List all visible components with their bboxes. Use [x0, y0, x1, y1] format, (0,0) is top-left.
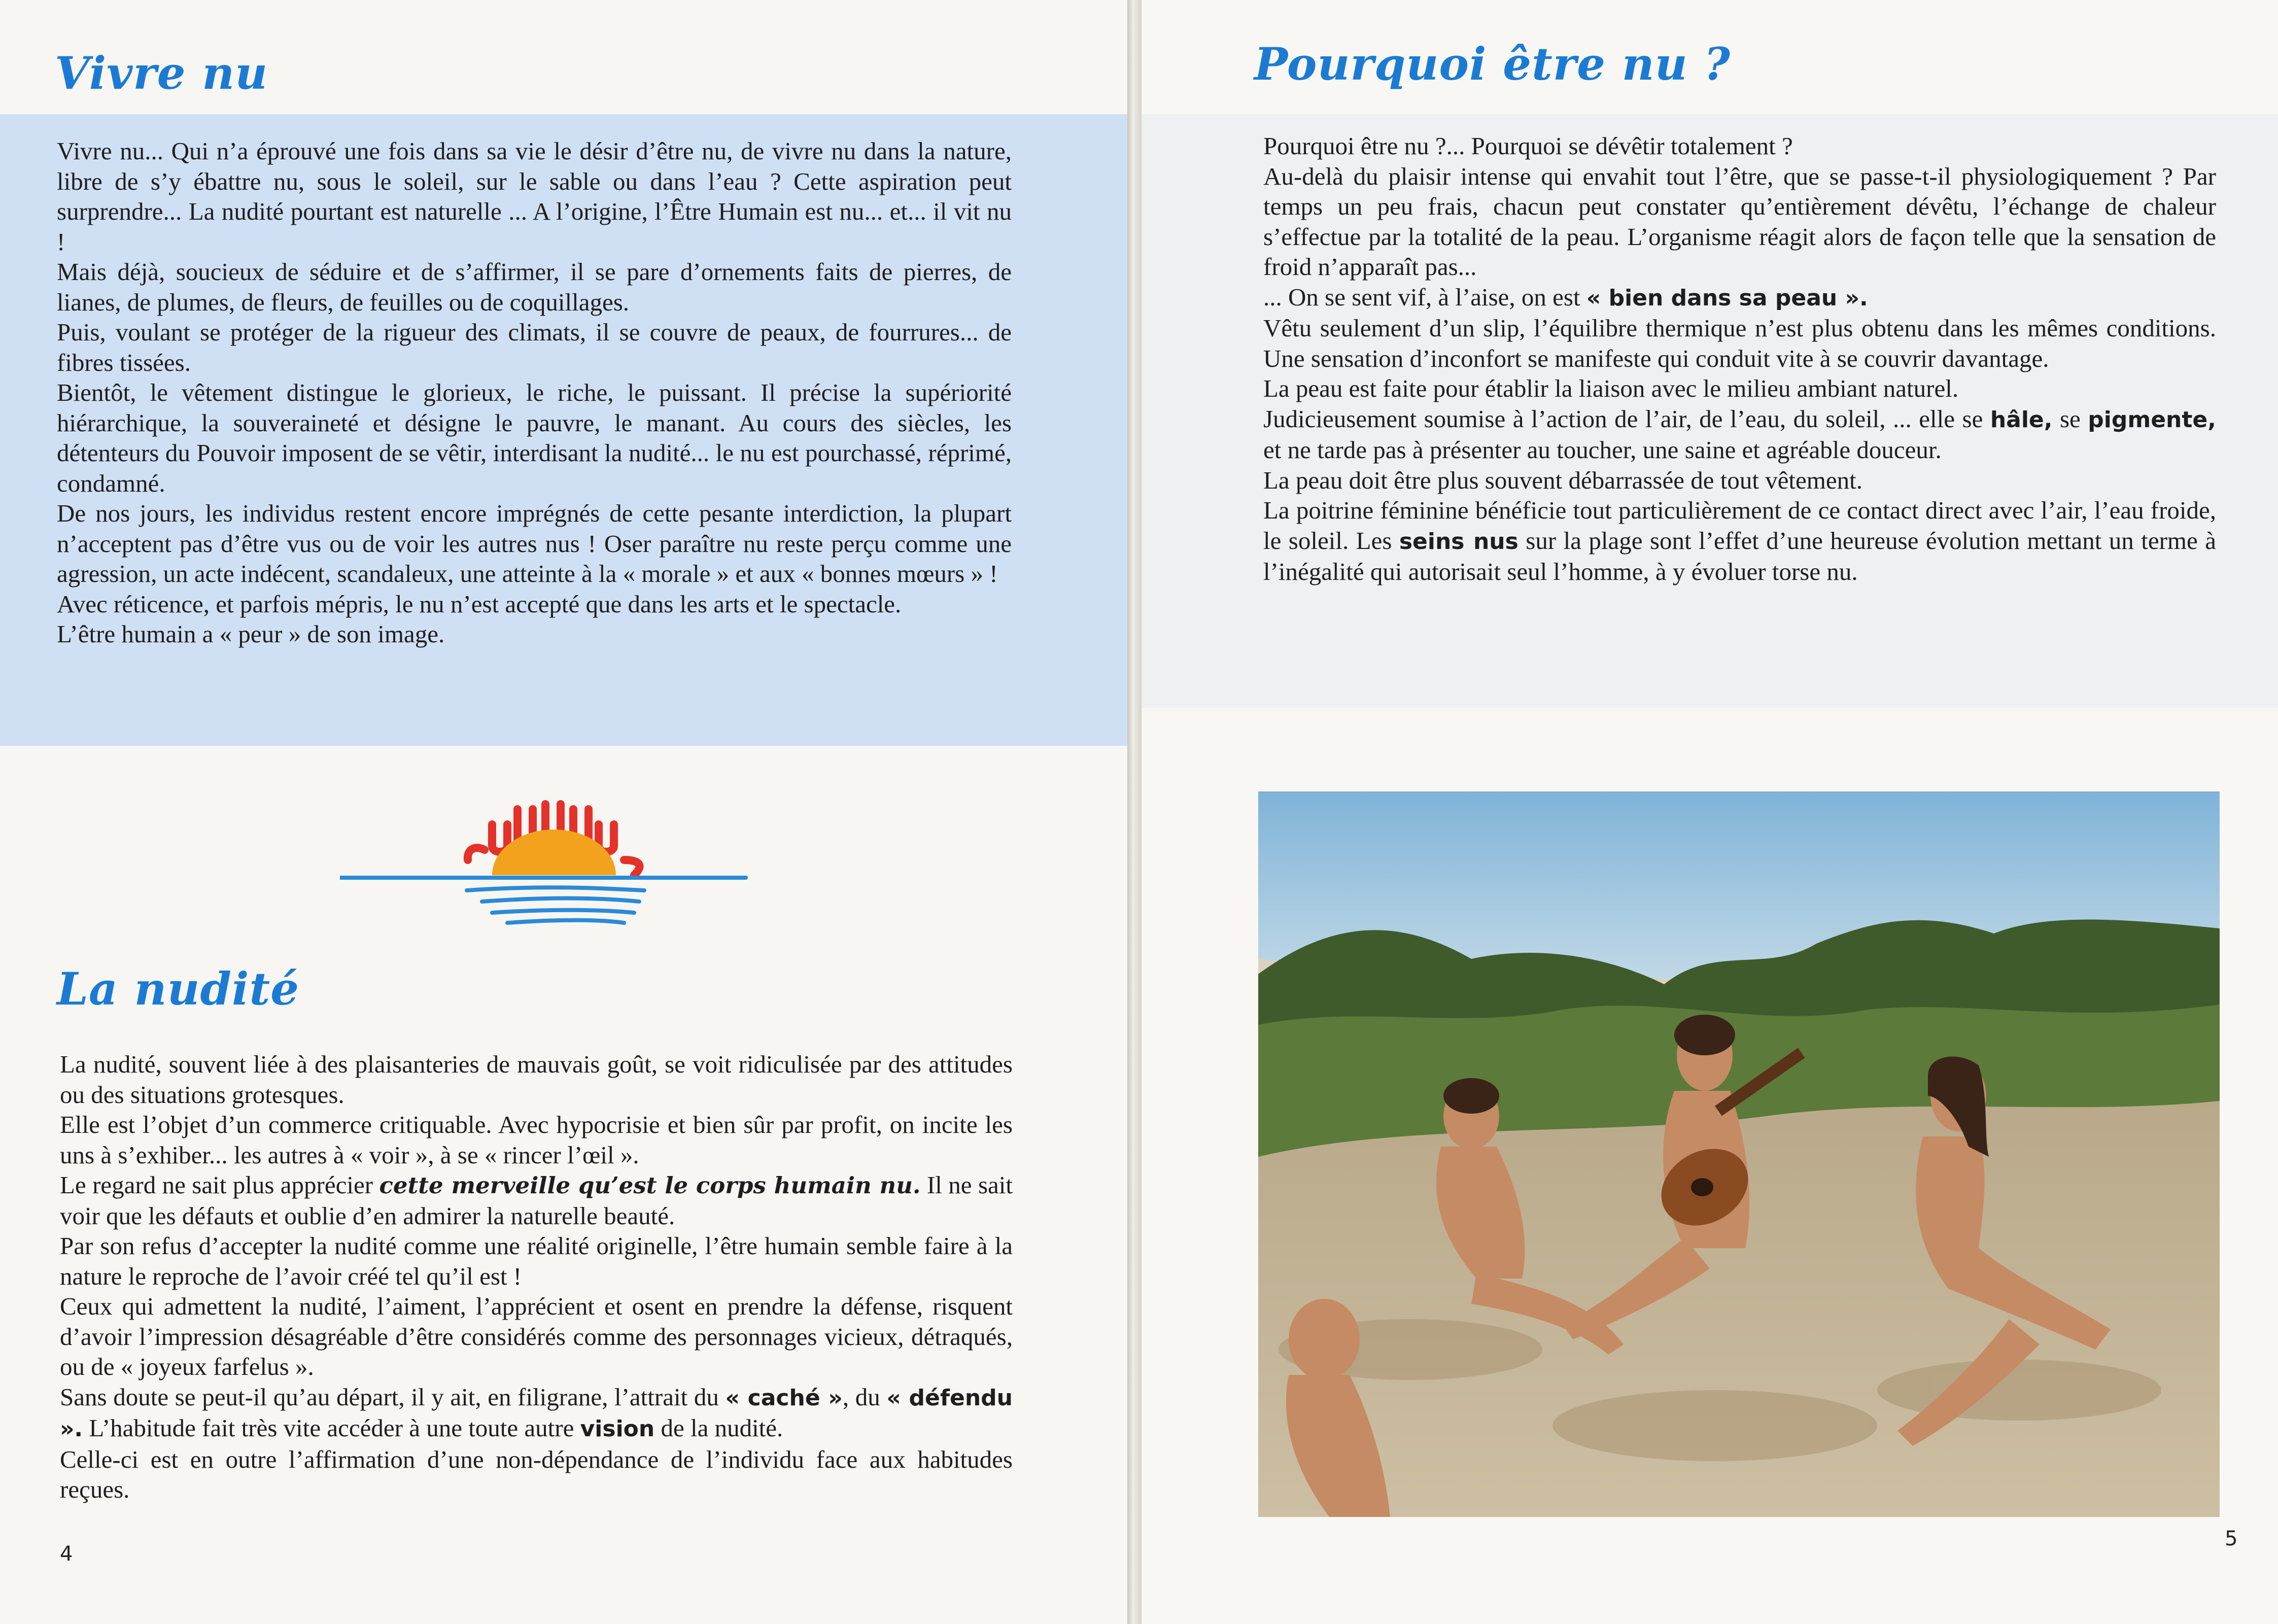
- paragraph: Bientôt, le vêtement distingue le glorieux, le riche, le puissant. Il précise la supériorité hiérarchique, la souveraineté et désigne le pauvre, le manant. Au cours des siècles, les détenteurs du Pouvoir imposent de se vêtir, interdisant la nudité... le nu est pourchassé, réprimé, condamné.: [57, 378, 1012, 497]
- left-page: [0, 0, 1127, 1624]
- section-text-la-nudite: [60, 1049, 1013, 1505]
- text-span: se: [2052, 404, 2088, 433]
- bold-text: « défendu ».: [60, 1385, 1013, 1442]
- paragraph: La peau est faite pour établir la liaison avec le milieu ambiant naturel.: [1263, 374, 1959, 402]
- paragraph: Au-delà du plaisir intense qui envahit tout l’être, que se passe-t-il physiologiquement ? Par temps un peu frais, chacun peut constater qu’entièrement dévêtu, l’échange de chaleur s’effectue par la totalité de la peau. L’organisme réagit alors de façon telle que la sensation de froid n’apparaît pas...: [1263, 162, 2216, 281]
- section-text-pourquoi: [1263, 131, 2216, 587]
- paragraph: Pourquoi être nu ?... Pourquoi se dévêtir totalement ?: [1263, 132, 1793, 160]
- text-span: Le regard ne sait plus apprécier: [60, 1171, 379, 1199]
- section-title-pourquoi: Pourquoi être nu ?: [1254, 38, 1731, 90]
- paragraph: La peau doit être plus souvent débarrassée de tout vêtement.: [1263, 466, 1863, 494]
- text-span: et ne tarde pas à présenter au toucher, une saine et agréable douceur.: [1263, 436, 1942, 464]
- paragraph: Mais déjà, soucieux de séduire et de s’affirmer, il se pare d’ornements faits de pierres, de lianes, de plumes, de fleurs, de feuilles ou de coquillages.: [57, 258, 1012, 316]
- bold-text: seins nus: [1399, 528, 1518, 555]
- text-span: ... On se sent vif, à l’aise, on est: [1263, 283, 1586, 311]
- text-span: Judicieusement soumise à l’action de l’air, de l’eau, du soleil, ... elle se: [1263, 404, 1990, 433]
- text-span: sur la plage sont l’effet d’une heureuse évolution mettant un terme à l’inégalité qui autorisait seul l’homme, à y évoluer torse nu.: [1263, 526, 2216, 585]
- text-span: L’habitude fait très vite accéder à une toute autre: [83, 1414, 580, 1442]
- paragraph: [1263, 495, 2216, 587]
- section-text-vivre-nu: [57, 136, 1012, 649]
- text-span: , du: [842, 1383, 887, 1411]
- paragraph: L’être humain a « peur » de son image.: [57, 620, 445, 648]
- bold-text: pigmente,: [2088, 406, 2216, 433]
- paragraph: [1263, 404, 2216, 465]
- emphasis-text: cette merveille qu’est le corps humain nu.: [379, 1172, 921, 1199]
- paragraph: Vêtu seulement d’un slip, l’équilibre thermique n’est plus obtenu dans les mêmes conditions. Une sensation d’inconfort se manifeste qui conduit vite à se couvrir davantage.: [1263, 314, 2216, 372]
- paragraph: Vivre nu... Qui n’a éprouvé une fois dans sa vie le désir d’être nu, de vivre nu dans la nature, libre de s’y ébattre nu, sous le soleil, sur le sable ou dans l’eau ? Cette aspiration peut surprendre... La nudité pourtant est naturelle ... A l’origine, l’Être Humain est nu... et... il vit nu !: [57, 137, 1012, 256]
- bold-text: vision: [580, 1416, 655, 1442]
- text-span: de la nudité.: [654, 1414, 783, 1442]
- paragraph: Avec réticence, et parfois mépris, le nu n’est accepté que dans les arts et le spectacle.: [57, 590, 902, 618]
- paragraph: [60, 1382, 1013, 1444]
- bold-text: « bien dans sa peau ».: [1586, 285, 1868, 311]
- bold-text: « caché »: [725, 1385, 843, 1411]
- sunset-logo: [340, 789, 756, 934]
- paragraph: De nos jours, les individus restent encore imprégnés de cette pesante interdiction, la plupart n’acceptent pas d’être vus ou de voir les autres nus ! Oser paraître nu reste perçu comme une agression, un acte indécent, scandaleux, une atteinte à la « morale » et aux « bonnes mœurs » !: [57, 499, 1012, 588]
- paragraph: [60, 1170, 1013, 1231]
- paragraph: La nudité, souvent liée à des plaisanteries de mauvais goût, se voit ridiculisée par des attitudes ou des situations grotesques.: [60, 1050, 1013, 1109]
- page-number-left: 4: [60, 1542, 73, 1566]
- section-title-vivre-nu: Vivre nu: [55, 47, 268, 99]
- paragraph: Celle-ci est en outre l’affirmation d’une non-dépendance de l’individu face aux habitudes reçues.: [60, 1445, 1013, 1503]
- paragraph: Par son refus d’accepter la nudité comme une réalité originelle, l’être humain semble faire à la nature le reproche de l’avoir créé tel qu’il est !: [60, 1232, 1013, 1290]
- paragraph: [1263, 282, 2216, 314]
- paragraph: Puis, voulant se protéger de la rigueur des climats, il se couvre de peaux, de fourrures... de fibres tissées.: [57, 318, 1012, 376]
- paragraph: Elle est l’objet d’un commerce critiquable. Avec hypocrisie et bien sûr par profit, on incite les uns à s’exhiber... les autres à « voir », à se « rincer l’œil ».: [60, 1111, 1013, 1169]
- text-span: Sans doute se peut-il qu’au départ, il y ait, en filigrane, l’attrait du: [60, 1383, 726, 1411]
- text-span: La poitrine féminine bénéficie tout particulièrement de ce contact direct avec l’air, l’eau froide, le soleil. Les: [1263, 496, 2216, 555]
- bold-text: hâle,: [1990, 406, 2053, 433]
- section-title-la-nudite: La nudité: [57, 962, 300, 1015]
- paragraph: Ceux qui admettent la nudité, l’aiment, l’apprécient et osent en prendre la défense, risquent d’avoir l’impression désagréable d’être considérés comme des personnages vicieux, détraqués, ou de « joyeux farfelus ».: [60, 1292, 1013, 1380]
- page-number-right: 5: [2225, 1527, 2238, 1550]
- book-fold: [1127, 0, 1142, 1624]
- text-span: Il ne sait voir que les défauts et oublie d’en admirer la naturelle beauté.: [60, 1171, 1013, 1230]
- beach-dunes-photo: [1258, 791, 2220, 1517]
